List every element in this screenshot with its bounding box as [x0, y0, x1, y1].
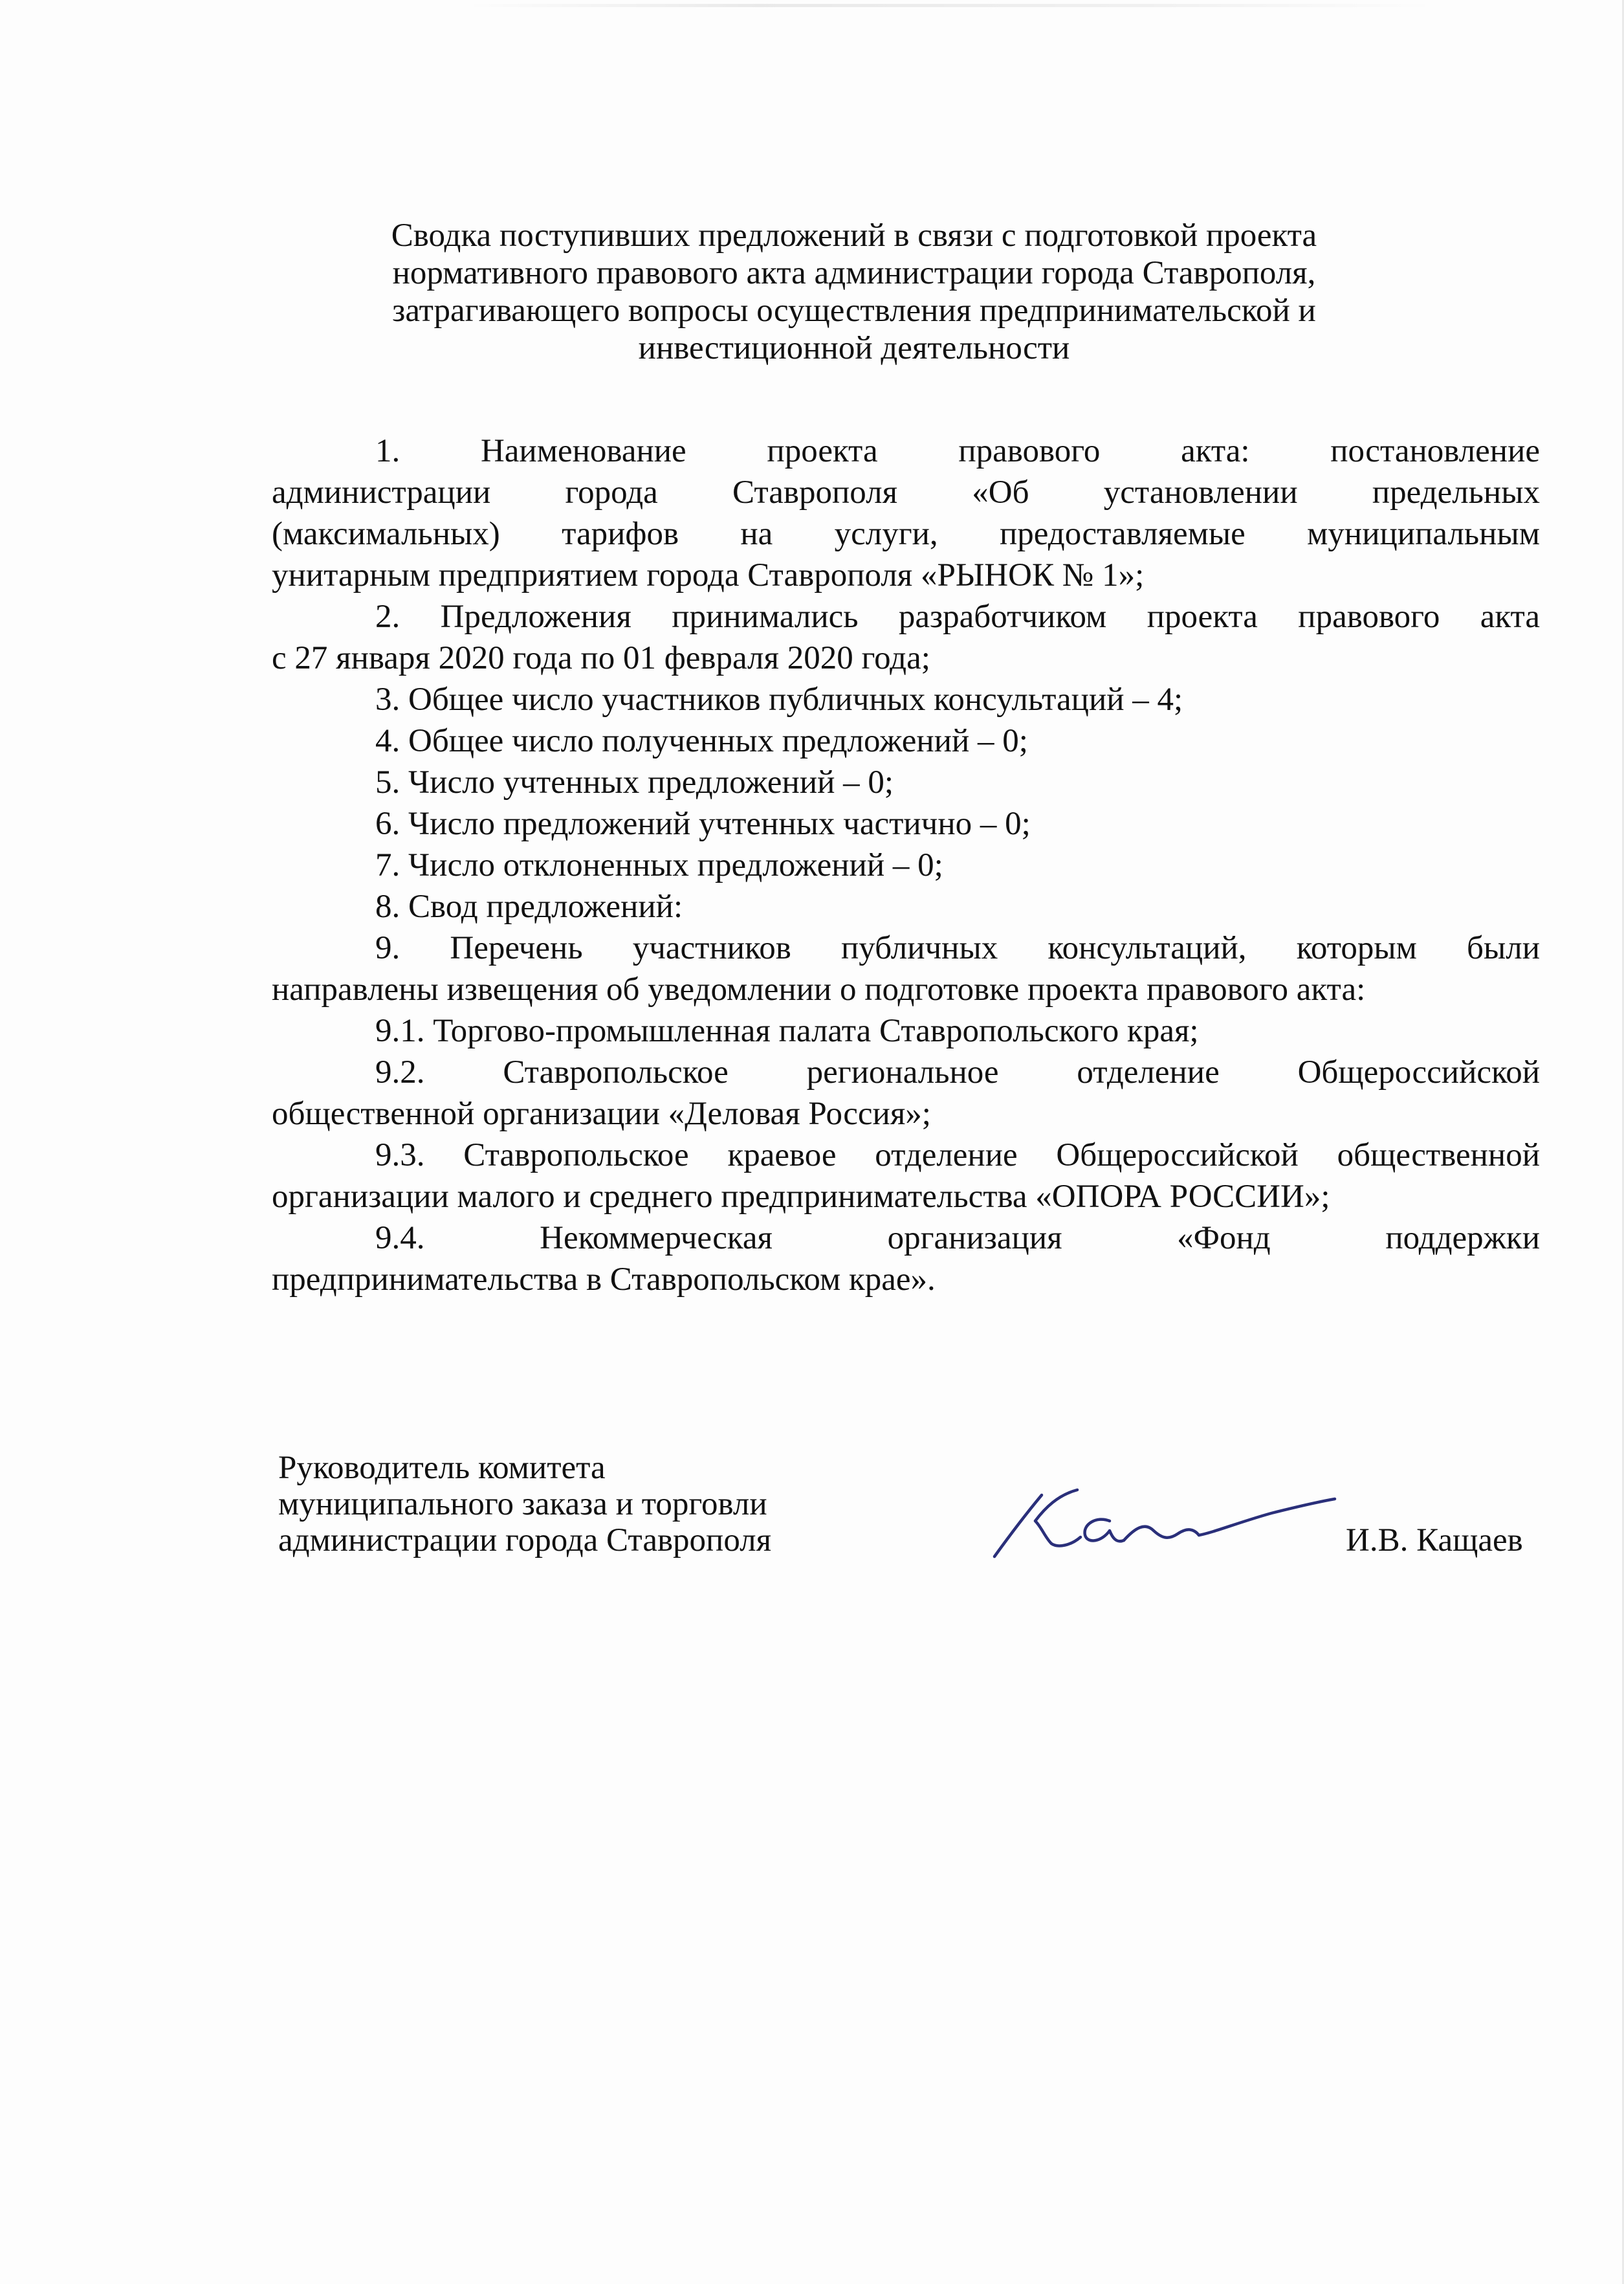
- item-9: [272, 927, 1540, 1010]
- item-8: 8. Свод предложений:: [375, 889, 683, 925]
- item-line: общественной организации «Деловая Россия»;: [272, 1096, 931, 1132]
- title-line: затрагивающего вопросы осуществления предпринимательской и: [392, 293, 1316, 329]
- title-line: нормативного правового акта администрации города Ставрополя,: [392, 255, 1316, 291]
- item-9-2: [272, 1052, 1540, 1135]
- item-line: направлены извещения об уведомлении о подготовке проекта правового акта:: [272, 971, 1366, 1008]
- item-line: унитарным предприятием города Ставрополя «РЫНОК № 1»;: [272, 557, 1145, 593]
- position-line: муниципального заказа и торговли: [278, 1486, 767, 1522]
- item-6: 6. Число предложений учтенных частично – 0;: [375, 806, 1031, 842]
- item-line: 1. Наименование проекта правового акта: постановление: [375, 433, 1540, 469]
- item-line: (максимальных) тарифов на услуги, предоставляемые муниципальным: [272, 516, 1540, 552]
- title-line: инвестиционной деятельности: [638, 330, 1070, 366]
- item-line: 9. Перечень участников публичных консультаций, которым были: [375, 930, 1540, 966]
- document-body: [272, 430, 1540, 1300]
- item-9-4: [272, 1217, 1540, 1300]
- item-7: 7. Число отклоненных предложений – 0;: [375, 847, 943, 883]
- item-line: 9.4. Некоммерческая организация «Фонд поддержки: [375, 1220, 1540, 1256]
- document-title: [272, 217, 1436, 367]
- title-line: Сводка поступивших предложений в связи с подготовкой проекта: [391, 217, 1317, 254]
- item-line: 9.2. Ставропольское региональное отделение Общероссийской: [375, 1054, 1540, 1091]
- item-line: 9.3. Ставропольское краевое отделение Общероссийской общественной: [375, 1137, 1540, 1173]
- item-line: организации малого и среднего предпринимательства «ОПОРА РОССИИ»;: [272, 1179, 1330, 1215]
- item-3: 3. Общее число участников публичных консультаций – 4;: [375, 682, 1183, 718]
- item-5: 5. Число учтенных предложений – 0;: [375, 764, 894, 801]
- scan-artifact-top: [466, 4, 1436, 7]
- item-line: 2. Предложения принимались разработчиком проекта правового акта: [375, 599, 1540, 635]
- handwritten-signature: [980, 1476, 1343, 1573]
- item-4: 4. Общее число полученных предложений – 0;: [375, 723, 1028, 759]
- item-line: администрации города Ставрополя «Об установлении предельных: [272, 474, 1540, 511]
- signer-name: И.В. Кащаев: [1346, 1522, 1523, 1558]
- item-line: предпринимательства в Ставропольском крае».: [272, 1261, 936, 1298]
- item-2: [272, 596, 1540, 679]
- item-line: с 27 января 2020 года по 01 февраля 2020 года;: [272, 640, 930, 676]
- position-line: Руководитель комитета: [278, 1450, 606, 1486]
- item-1: [272, 430, 1540, 596]
- position-line: администрации города Ставрополя: [278, 1522, 772, 1558]
- item-9-3: [272, 1135, 1540, 1217]
- signatory-position: [278, 1450, 893, 1558]
- item-9-1: 9.1. Торгово-промышленная палата Ставропольского края;: [375, 1013, 1199, 1049]
